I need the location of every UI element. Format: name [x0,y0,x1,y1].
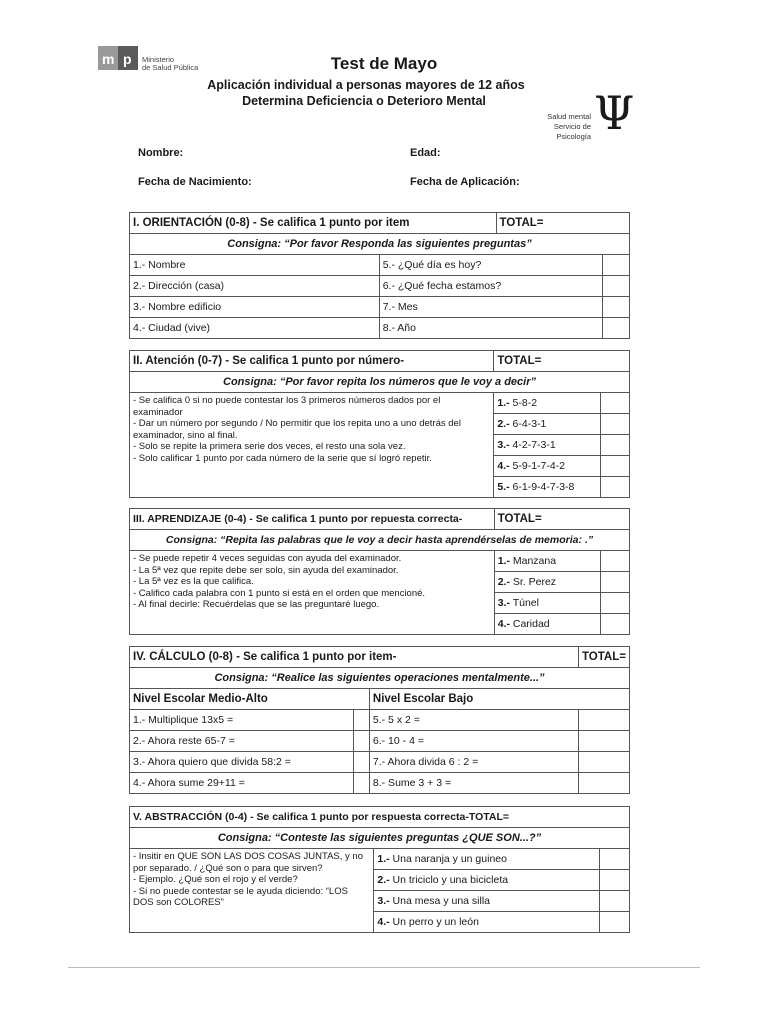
score-cell[interactable] [601,456,630,477]
question-item: 6.- 10 - 4 = [369,731,578,752]
digit-series: 1.- 5-8-2 [494,393,601,414]
column-header: Nivel Escolar Bajo [369,689,629,710]
score-cell[interactable] [601,614,630,635]
score-cell[interactable] [601,572,630,593]
psi-icon: Ψ [594,86,635,140]
pair-item: 1.- Una naranja y un guineo [374,849,600,870]
score-cell[interactable] [601,593,630,614]
question-item: 4.- Ahora sume 29+11 = [130,773,354,794]
section-title: II. Atención (0-7) - Se califica 1 punto por número- [130,351,494,372]
score-cell[interactable] [578,752,629,773]
question-item: 5.- 5 x 2 = [369,710,578,731]
instruction: Consigna: “Conteste las siguientes preguntas ¿QUE SON...?” [130,828,630,849]
score-cell[interactable] [603,297,630,318]
score-cell[interactable] [601,435,630,456]
question-item: 7.- Mes [379,297,602,318]
score-cell[interactable] [603,276,630,297]
score-cell[interactable] [600,870,630,891]
ministry-name: Ministerio de Salud Pública [142,55,199,72]
page-subtitle-1: Aplicación individual a personas mayores de 12 años [207,78,525,92]
score-cell[interactable] [601,551,630,572]
score-cell[interactable] [601,477,630,498]
digit-series: 2.- 6-4-3-1 [494,414,601,435]
question-item: 7.- Ahora divida 6 : 2 = [369,752,578,773]
score-cell[interactable] [578,773,629,794]
pair-item: 4.- Un perro y un león [374,912,600,933]
digit-series: 4.- 5-9-1-7-4-2 [494,456,601,477]
instruction: Consigna: “Por favor repita los números que le voy a decir” [130,372,630,393]
section-title: IV. CÁLCULO (0-8) - Se califica 1 punto por item- [130,647,579,668]
score-cell[interactable] [354,752,370,773]
score-cell[interactable] [600,849,630,870]
page-title: Test de Mayo [330,54,438,73]
section-orientation [129,212,630,339]
section-title: III. APRENDIZAJE (0-4) - Se califica 1 punto por repuesta correcta- [130,509,495,530]
score-cell[interactable] [578,731,629,752]
score-cell[interactable] [600,912,630,933]
name-label: Nombre: [138,147,184,159]
total-label: TOTAL= [494,509,629,530]
pair-item: 2.- Un triciclo y una bicicleta [374,870,600,891]
question-item: 4.- Ciudad (vive) [130,318,380,339]
page-subtitle-2: Determina Deficiencia o Deterioro Mental [242,94,486,108]
instruction: Consigna: “Por favor Responda las siguientes preguntas” [130,234,630,255]
application-date-label: Fecha de Aplicación: [410,176,520,188]
pair-item: 3.- Una mesa y una silla [374,891,600,912]
digit-series: 3.- 4-2-7-3-1 [494,435,601,456]
question-item: 8.- Año [379,318,602,339]
word-item: 4.- Caridad [494,614,601,635]
birthdate-label: Fecha de Nacimiento: [138,176,252,188]
instruction: Consigna: “Realice las siguientes operaciones mentalmente...” [130,668,630,689]
instruction-notes: - Se puede repetir 4 veces seguidas con ayuda del examinador. - La 5ª vez que repite debe ser solo, sin ayuda del examinador. - La 5ª vez es la que califica. - Califico cada palabra con 1 punto si está en el orden que mencioné. - Al final decirle: Recuérdelas que se las preguntaré luego. [130,551,495,635]
score-cell[interactable] [600,891,630,912]
question-item: 5.- ¿Qué día es hoy? [379,255,602,276]
svg-text:p: p [123,51,132,67]
total-label: TOTAL= [496,213,629,234]
instruction: Consigna: “Repita las palabras que le voy a decir hasta aprendérselas de memoria: .” [130,530,630,551]
score-cell[interactable] [354,710,370,731]
score-cell[interactable] [354,731,370,752]
section-learning [129,508,630,635]
score-cell[interactable] [601,393,630,414]
section-title: V. ABSTRACCIÓN (0-4) - Se califica 1 punto por respuesta correcta-TOTAL= [130,807,630,828]
instruction-notes: - Insitir en QUE SON LAS DOS COSAS JUNTAS, y no por separado. / ¿Qué son o para que sirven? - Ejemplo. ¿Qué son el rojo y el verde? - Si no puede contestar se le ayuda diciendo: “LOS DOS son COLORES” [130,849,374,933]
question-item: 6.- ¿Qué fecha estamos? [379,276,602,297]
question-item: 1.- Nombre [130,255,380,276]
instruction-notes: - Se califica 0 si no puede contestar los 3 primeros números dados por el examinador - Dar un número por segundo / No permitir que los repita uno a uno detrás del examinador, sino al final. - Solo se repite la primera serie dos veces, el resto una sola vez. - Solo calificar 1 punto por cada número de la serie que sí logró repetir. [130,393,494,498]
svg-text:m: m [102,51,115,67]
section-attention [129,350,630,498]
service-label: Salud mental Servicio de Psicología [547,112,591,141]
score-cell[interactable] [603,255,630,276]
divider [68,967,700,968]
question-item: 2.- Ahora reste 65-7 = [130,731,354,752]
word-item: 1.- Manzana [494,551,601,572]
question-item: 3.- Nombre edificio [130,297,380,318]
total-label: TOTAL= [494,351,630,372]
section-title: I. ORIENTACIÓN (0-8) - Se califica 1 punto por item [130,213,497,234]
question-item: 3.- Ahora quiero que divida 58:2 = [130,752,354,773]
score-cell[interactable] [601,414,630,435]
score-cell[interactable] [578,710,629,731]
word-item: 3.- Túnel [494,593,601,614]
question-item: 1.- Multiplique 13x5 = [130,710,354,731]
score-cell[interactable] [354,773,370,794]
question-item: 8.- Sume 3 + 3 = [369,773,578,794]
age-label: Edad: [410,147,441,159]
section-abstraction [129,806,630,933]
digit-series: 5.- 6-1-9-4-7-3-8 [494,477,601,498]
total-label: TOTAL= [578,647,629,668]
question-item: 2.- Dirección (casa) [130,276,380,297]
score-cell[interactable] [603,318,630,339]
word-item: 2.- Sr. Perez [494,572,601,593]
column-header: Nivel Escolar Medio-Alto [130,689,370,710]
section-calculation [129,646,630,794]
